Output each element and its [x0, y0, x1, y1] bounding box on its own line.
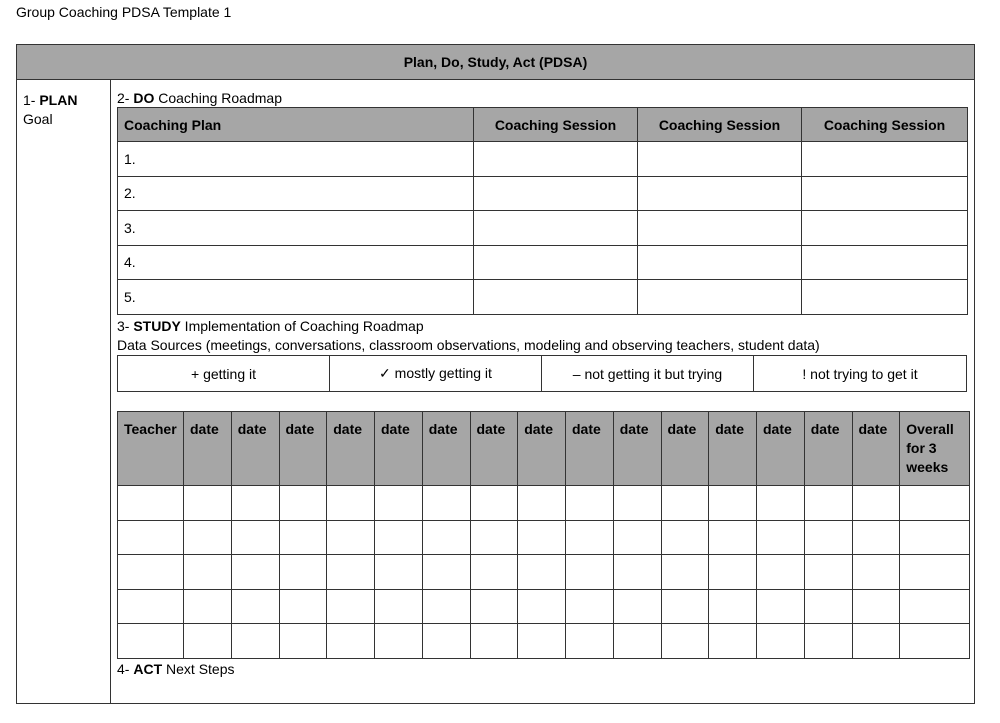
col-date: date — [279, 412, 327, 486]
tracking-cell[interactable] — [518, 555, 566, 590]
tracking-cell[interactable] — [900, 486, 970, 521]
tracking-cell[interactable] — [757, 589, 805, 624]
tracking-cell[interactable] — [709, 555, 757, 590]
tracking-cell[interactable] — [279, 589, 327, 624]
tracking-cell[interactable] — [327, 520, 375, 555]
tracking-cell[interactable] — [661, 520, 709, 555]
tracking-cell[interactable] — [327, 589, 375, 624]
table-row — [118, 555, 970, 590]
tracking-cell[interactable] — [470, 624, 518, 659]
tracking-cell[interactable] — [661, 555, 709, 590]
col-date: date — [852, 412, 900, 486]
col-teacher: Teacher — [118, 412, 184, 486]
tracking-cell[interactable] — [804, 624, 852, 659]
tracking-cell[interactable] — [757, 624, 805, 659]
table-row — [118, 211, 968, 246]
col-coaching-session: Coaching Session — [474, 108, 638, 142]
table-row — [118, 624, 970, 659]
tracking-cell[interactable] — [900, 520, 970, 555]
col-date: date — [470, 412, 518, 486]
tracking-cell[interactable] — [375, 589, 423, 624]
study-section-label: 3- STUDY Implementation of Coaching Roadmap — [117, 318, 424, 334]
tracking-cell[interactable] — [900, 589, 970, 624]
tracking-cell[interactable] — [327, 486, 375, 521]
tracking-cell[interactable] — [422, 589, 470, 624]
tracking-cell[interactable] — [566, 486, 614, 521]
tracking-cell[interactable] — [118, 520, 184, 555]
col-date: date — [327, 412, 375, 486]
tracking-cell[interactable] — [852, 589, 900, 624]
col-coaching-session: Coaching Session — [638, 108, 802, 142]
col-date: date — [709, 412, 757, 486]
tracking-cell[interactable] — [375, 520, 423, 555]
col-coaching-session: Coaching Session — [802, 108, 968, 142]
col-date: date — [566, 412, 614, 486]
col-date: date — [518, 412, 566, 486]
tracking-cell[interactable] — [852, 624, 900, 659]
key-getting-it: + getting it — [118, 356, 330, 392]
pdsa-header: Plan, Do, Study, Act (PDSA) — [17, 45, 974, 80]
key-not-trying: ! not trying to get it — [754, 356, 967, 392]
tracking-cell[interactable] — [327, 555, 375, 590]
tracking-cell[interactable] — [184, 555, 232, 590]
tracking-cell[interactable] — [661, 624, 709, 659]
tracking-cell[interactable] — [231, 520, 279, 555]
key-not-getting-it: – not getting it but trying — [542, 356, 754, 392]
tracking-cell[interactable] — [375, 486, 423, 521]
tracking-cell[interactable] — [566, 624, 614, 659]
table-row — [118, 520, 970, 555]
tracking-cell[interactable] — [184, 520, 232, 555]
tracking-cell[interactable] — [470, 555, 518, 590]
tracking-cell[interactable] — [422, 486, 470, 521]
tracking-cell[interactable] — [661, 589, 709, 624]
tracking-cell[interactable] — [852, 555, 900, 590]
tracking-cell[interactable] — [804, 589, 852, 624]
teacher-tracking-table — [117, 411, 970, 659]
tracking-cell[interactable] — [613, 486, 661, 521]
tracking-cell[interactable] — [566, 589, 614, 624]
tracking-cell[interactable] — [900, 555, 970, 590]
tracking-cell[interactable] — [118, 624, 184, 659]
col-date: date — [184, 412, 232, 486]
tracking-cell[interactable] — [375, 555, 423, 590]
tracking-cell[interactable] — [852, 520, 900, 555]
col-overall: Overall for 3 weeks — [900, 412, 970, 486]
data-sources-text: Data Sources (meetings, conversations, classroom observations, modeling and observing teachers, student data) — [117, 337, 820, 353]
tracking-cell[interactable] — [613, 589, 661, 624]
plan-item-2[interactable]: 2. — [118, 176, 474, 211]
plan-label: 1- PLAN Goal — [23, 92, 78, 127]
tracking-cell[interactable] — [518, 589, 566, 624]
tracking-cell[interactable] — [804, 555, 852, 590]
tracking-cell[interactable] — [327, 624, 375, 659]
col-date: date — [613, 412, 661, 486]
tracking-cell[interactable] — [709, 486, 757, 521]
tracking-cell[interactable] — [518, 520, 566, 555]
col-date: date — [422, 412, 470, 486]
plan-item-4[interactable]: 4. — [118, 245, 474, 280]
col-date: date — [757, 412, 805, 486]
tracking-cell[interactable] — [613, 520, 661, 555]
col-date: date — [231, 412, 279, 486]
tracking-cell[interactable] — [279, 624, 327, 659]
tracking-cell[interactable] — [184, 486, 232, 521]
tracking-cell[interactable] — [566, 555, 614, 590]
tracking-cell[interactable] — [709, 589, 757, 624]
tracking-cell[interactable] — [757, 520, 805, 555]
tracking-cell[interactable] — [613, 555, 661, 590]
tracking-cell[interactable] — [518, 624, 566, 659]
table-row — [118, 280, 968, 315]
document-title: Group Coaching PDSA Template 1 — [16, 4, 232, 20]
goal-label: Goal — [23, 111, 53, 127]
tracking-cell[interactable] — [613, 624, 661, 659]
table-row — [118, 176, 968, 211]
tracking-cell[interactable] — [804, 520, 852, 555]
col-coaching-plan: Coaching Plan — [118, 108, 474, 142]
table-row — [118, 245, 968, 280]
tracking-cell[interactable] — [709, 520, 757, 555]
tracking-cell[interactable] — [231, 624, 279, 659]
key-mostly-getting-it: ✓ mostly getting it — [330, 356, 542, 392]
tracking-cell[interactable] — [279, 555, 327, 590]
tracking-cell[interactable] — [422, 555, 470, 590]
tracking-cell[interactable] — [279, 520, 327, 555]
tracking-cell[interactable] — [709, 624, 757, 659]
tracking-cell[interactable] — [375, 624, 423, 659]
table-row — [118, 589, 970, 624]
tracking-cell[interactable] — [757, 555, 805, 590]
tracking-cell[interactable] — [184, 624, 232, 659]
coaching-roadmap-table — [117, 107, 968, 315]
tracking-cell[interactable] — [231, 589, 279, 624]
col-date: date — [375, 412, 423, 486]
tracking-cell[interactable] — [184, 589, 232, 624]
col-date: date — [661, 412, 709, 486]
tracking-cell[interactable] — [900, 624, 970, 659]
plan-column — [17, 80, 111, 703]
pdsa-form — [16, 44, 975, 704]
tracking-cell[interactable] — [118, 555, 184, 590]
do-section-label: 2- DO Coaching Roadmap — [117, 90, 282, 106]
col-date: date — [804, 412, 852, 486]
rating-key-table — [117, 355, 967, 392]
tracking-cell[interactable] — [566, 520, 614, 555]
table-row — [118, 142, 968, 177]
plan-heading: PLAN — [39, 92, 78, 108]
act-section-label: 4- ACT Next Steps — [117, 661, 235, 677]
tracking-cell[interactable] — [118, 589, 184, 624]
plan-item-1[interactable]: 1. — [118, 142, 474, 177]
tracking-cell[interactable] — [470, 486, 518, 521]
tracking-cell[interactable] — [661, 486, 709, 521]
tracking-cell[interactable] — [470, 520, 518, 555]
tracking-cell[interactable] — [470, 589, 518, 624]
tracking-cell[interactable] — [804, 486, 852, 521]
tracking-cell[interactable] — [231, 555, 279, 590]
plan-item-5[interactable]: 5. — [118, 280, 474, 315]
tracking-cell[interactable] — [422, 520, 470, 555]
tracking-cell[interactable] — [757, 486, 805, 521]
tracking-cell[interactable] — [852, 486, 900, 521]
plan-item-3[interactable]: 3. — [118, 211, 474, 246]
table-row — [118, 486, 970, 521]
tracking-cell[interactable] — [231, 486, 279, 521]
tracking-cell[interactable] — [118, 486, 184, 521]
tracking-cell[interactable] — [518, 486, 566, 521]
tracking-cell[interactable] — [279, 486, 327, 521]
tracking-cell[interactable] — [422, 624, 470, 659]
